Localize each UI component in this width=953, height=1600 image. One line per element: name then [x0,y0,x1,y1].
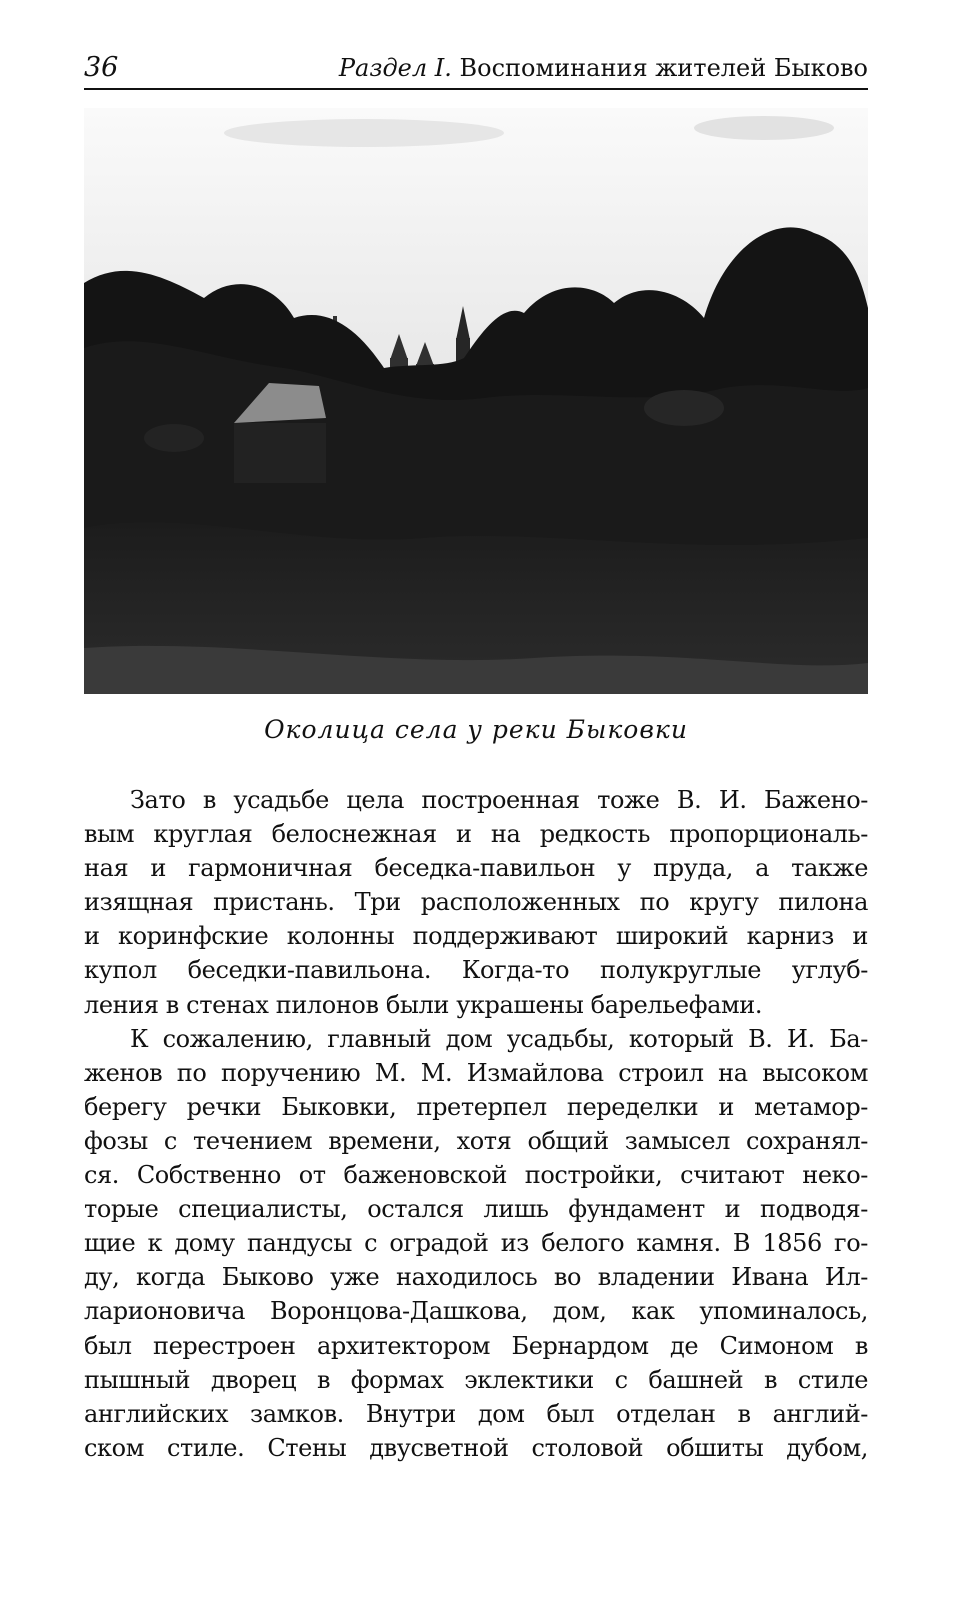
body-text [84,783,868,1465]
text-line: ления в стенах пилонов были украшены барельефами. [84,990,763,1019]
page-number: 36 [84,52,119,83]
text-line: ся. Собственно от баженовской постройки, считают неко- [84,1161,868,1190]
text-line: пышный дворец в формах эклектики с башней в стиле [84,1365,868,1394]
text-line: ду, когда Быково уже находилось во владении Ивана Ил- [84,1263,868,1292]
running-header [84,50,868,90]
text-line: женов по поручению М. М. Измайлова строил на высоком [84,1058,868,1087]
text-line: щие к дому пандусы с оградой из белого камня. В 1856 го- [84,1229,868,1258]
text-line: английских замков. Внутри дом был отделан в англий- [84,1399,868,1428]
text-line: Зато в усадьбе цела построенная тоже В. И. Бажено- [130,786,868,814]
text-line: и коринфские колонны поддерживают широкий карниз и [84,922,868,951]
text-line: изящная пристань. Три расположенных по кругу пилона [84,888,868,917]
text-line: ском стиле. Стены двусветной столовой обшиты дубом, [84,1433,868,1462]
text-line: К сожалению, главный дом усадьбы, который В. И. Ба- [130,1024,868,1053]
text-line: ная и гармоничная беседка-павильон у пруда, а также [84,854,868,883]
figure-caption: Околица села у реки Быковки [264,715,688,744]
text-line: торые специалисты, остался лишь фундамент и подводя- [84,1195,868,1224]
running-title [339,54,868,82]
chapter-title: Воспоминания жителей Быково [459,54,868,82]
text-line: был перестроен архитектором Бернардом де Симоном в [84,1331,868,1360]
text-line: ларионовича Воронцова-Дашкова, дом, как упоминалось, [84,1297,868,1326]
text-line: берегу речки Быковки, претерпел переделки и метамор- [84,1092,868,1121]
text-line: вым круглая белоснежная и на редкость пропорциональ- [84,820,868,849]
section-label: Раздел I. [338,54,452,82]
village-outskirts-photo [84,108,868,694]
text-line: фозы с течением времени, хотя общий замысел сохранял- [84,1126,868,1155]
text-line: купол беседки-павильона. Когда-то полукруглые углуб- [84,956,868,985]
